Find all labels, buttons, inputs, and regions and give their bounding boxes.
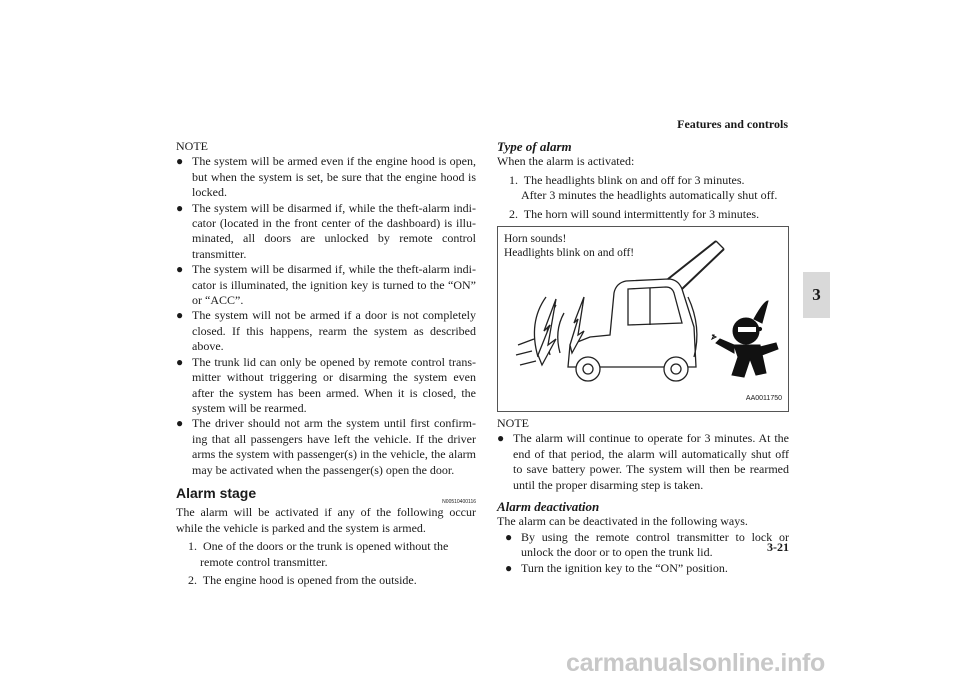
note-label: NOTE	[176, 139, 208, 153]
note-item: ● The system will not be armed if a door is not completely closed. If this happens, rearm the system as described above.	[176, 308, 476, 354]
illustration-code: AA0011750	[745, 394, 782, 402]
deactivation-item: ● By using the remote control transmitter to lock or unlock the door or to open the trunk lid.	[505, 530, 789, 561]
note-item: ● The system will be disarmed if, while the theft-alarm indi-cator is illuminated, the ignition key is turned to the “ON” or “ACC”.	[176, 262, 476, 308]
deactivation-item: ● Turn the ignition key to the “ON” position.	[505, 561, 789, 576]
note-item: ● The alarm will continue to operate for 3 minutes. At the end of that period, the alarm will automatically shut off to save battery power. The system will then be rearmed until the proper disarming step is taken.	[497, 431, 789, 493]
item-number: 2.	[509, 206, 518, 221]
note-item: ● The trunk lid can only be opened by remote control trans-mitter without triggering or disarming the system even after the system has been armed. When it is closed, the system will be rearmed.	[176, 355, 476, 417]
right-column	[497, 139, 789, 576]
section-title-type-of-alarm: Type of alarm	[497, 139, 572, 154]
numbered-item	[497, 207, 789, 222]
item-text: The engine hood is opened from the outside.	[202, 572, 417, 587]
car-alarm-drawing	[498, 227, 788, 411]
item-number: 2.	[188, 572, 197, 587]
deactivation-intro: The alarm can be deactivated in the following ways.	[497, 514, 748, 529]
section-title-alarm-stage: Alarm stage	[176, 484, 257, 501]
caption-line: Headlights blink on and off!	[504, 247, 635, 260]
item-number: 1.	[509, 172, 518, 187]
note-item: ● The system will be armed even if the engine hood is open, but when the system is set, be sure that the engine hood is locked.	[176, 154, 476, 200]
type-list	[497, 173, 789, 222]
caption-line: Horn sounds!	[504, 233, 567, 246]
item-subtext: After 3 minutes the headlights automatically shut off.	[521, 188, 778, 203]
chapter-tab: 3	[803, 272, 830, 318]
numbered-item	[176, 573, 476, 588]
note-list	[176, 154, 476, 478]
item-text: The headlights blink on and off for 3 minutes.	[523, 172, 745, 187]
left-column	[176, 139, 476, 588]
alarm-illustration	[497, 226, 789, 412]
item-text: The horn will sound intermittently for 3 minutes.	[523, 206, 760, 221]
item-number: 1.	[188, 539, 197, 554]
note-item: ● The driver should not arm the system until first confirm-ing that all passengers have left the vehicle. If the driver arms the system with passenger(s) in the vehicle, the alarm may be activated when the passenger(s) open the door.	[176, 416, 476, 478]
page-header-title: Features and controls	[677, 117, 788, 131]
burglar-figure	[716, 301, 778, 377]
page-number: 3-21	[767, 540, 789, 554]
item-text: One of the doors or the trunk is opened without the remote control transmitter.	[200, 539, 449, 569]
section-title-alarm-deactivation: Alarm deactivation	[497, 499, 600, 515]
alarm-stage-list	[176, 539, 476, 588]
note-label: NOTE	[497, 416, 529, 431]
alarm-stage-intro: The alarm will be activated if any of the following occur while the vehicle is parked and the system is armed.	[176, 505, 476, 535]
watermark-link[interactable]: carmanualsonline.info	[566, 649, 826, 677]
note-item: ● The system will be disarmed if, while the theft-alarm indi-cator (located in the front center of the dashboard) is illu-minated, all doors are unlocked by remote control transmitter.	[176, 201, 476, 263]
note-list	[497, 431, 789, 493]
numbered-item	[497, 173, 789, 204]
section-code: N00510400116	[442, 499, 476, 506]
type-intro: When the alarm is activated:	[497, 154, 635, 169]
numbered-item	[176, 539, 476, 570]
